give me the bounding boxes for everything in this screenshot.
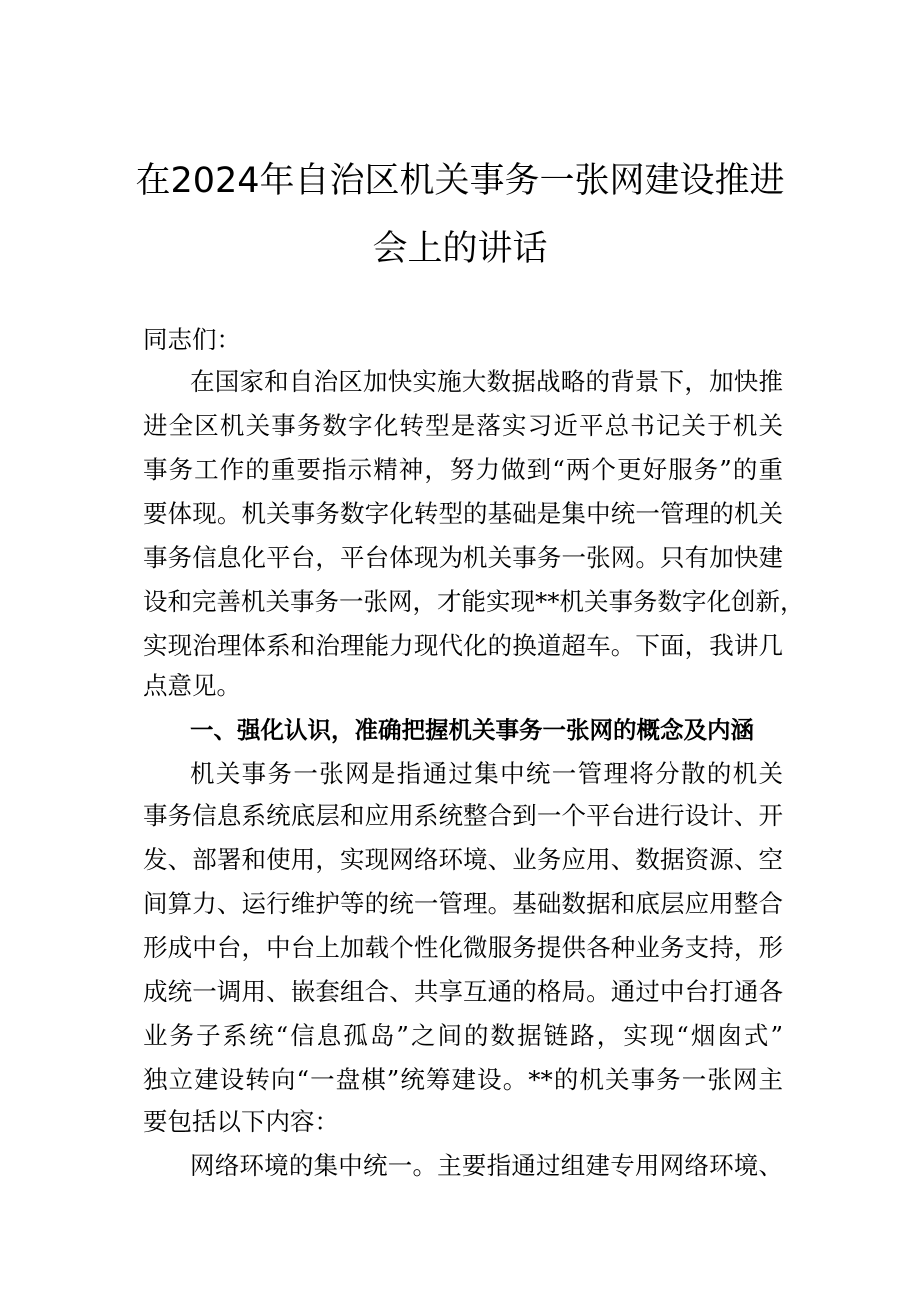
document-title-line-1: 在2024年自治区机关事务一张网建设推进 (135, 161, 785, 201)
paragraph-2-line: 发、部署和使用，实现网络环境、业务应用、数据资源、空 (143, 845, 783, 874)
paragraph-1-line: 事务信息化平台，平台体现为机关事务一张网。只有加快建 (143, 543, 783, 572)
paragraph-2-line: 要包括以下内容： (143, 1107, 339, 1136)
salutation: 同志们： (143, 325, 241, 354)
paragraph-2-line: 成统一调用、嵌套组合、共享互通的格局。通过中台打通各 (143, 977, 783, 1006)
paragraph-1-line: 设和完善机关事务一张网，才能实现**机关事务数字化创新， (143, 587, 805, 616)
paragraph-2-line: 业务子系统“信息孤岛”之间的数据链路，实现“烟囱式” (143, 1021, 783, 1050)
paragraph-1-line: 进全区机关事务数字化转型是落实习近平总书记关于机关 (143, 411, 783, 440)
paragraph-1-line: 事务工作的重要指示精神，努力做到“两个更好服务”的重 (143, 455, 783, 484)
paragraph-1-line: 点意见。 (143, 671, 241, 700)
paragraph-2-line: 独立建设转向“一盘棋”统筹建设。**的机关事务一张网主 (143, 1065, 783, 1094)
paragraph-1-line: 要体现。机关事务数字化转型的基础是集中统一管理的机关 (143, 499, 783, 528)
paragraph-1-line: 在国家和自治区加快实施大数据战略的背景下，加快推 (190, 367, 783, 396)
paragraph-2-line: 形成中台，中台上加载个性化微服务提供各种业务支持，形 (143, 933, 783, 962)
paragraph-2-line: 机关事务一张网是指通过集中统一管理将分散的机关 (190, 759, 783, 788)
paragraph-2-line: 间算力、运行维护等的统一管理。基础数据和底层应用整合 (143, 889, 783, 918)
paragraph-1-line: 实现治理体系和治理能力现代化的换道超车。下面，我讲几 (143, 631, 783, 660)
paragraph-3-line: 网络环境的集中统一。主要指通过组建专用网络环境、 (190, 1151, 783, 1180)
paragraph-2-line: 事务信息系统底层和应用系统整合到一个平台进行设计、开 (143, 801, 783, 830)
document-title-line-2: 会上的讲话 (372, 229, 548, 269)
section-heading-1: 一、强化认识，准确把握机关事务一张网的概念及内涵 (190, 716, 754, 744)
